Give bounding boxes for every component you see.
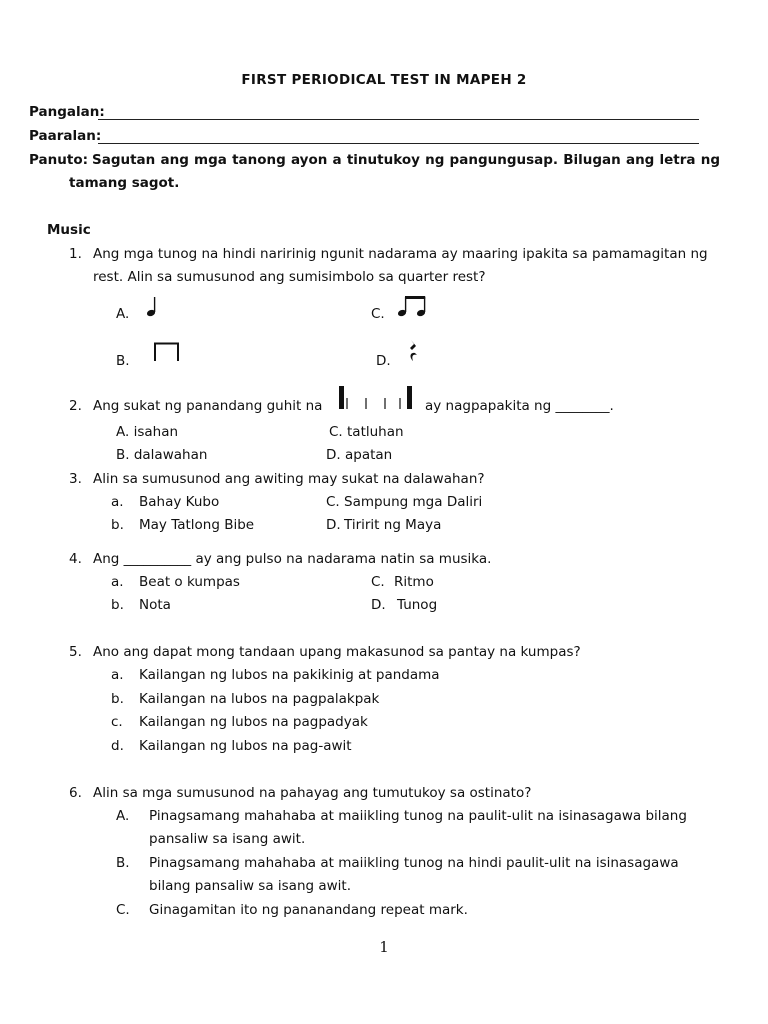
quarter-note-icon xyxy=(146,296,160,318)
question-5-option-d-letter[interactable]: d. xyxy=(111,738,124,754)
question-3-number: 3. xyxy=(69,471,82,487)
question-6-option-b-letter[interactable]: B. xyxy=(116,855,130,871)
question-2-option-b[interactable]: B. dalawahan xyxy=(116,447,208,463)
question-5-text: Ano ang dapat mong tandaan upang makasunod sa pantay na kumpas? xyxy=(93,644,581,660)
question-3-option-c-text[interactable]: Sampung mga Daliri xyxy=(344,494,483,510)
question-1-number: 1. xyxy=(69,246,82,262)
question-4-option-d-text[interactable]: Tunog xyxy=(397,597,438,613)
question-6-option-a-letter[interactable]: A. xyxy=(116,808,130,824)
question-4-text: Ang __________ ay ang pulso na nadarama natin sa musika. xyxy=(93,551,492,567)
question-5-option-d-text[interactable]: Kailangan ng lubos na pag-awit xyxy=(139,738,352,754)
question-5-option-a-letter[interactable]: a. xyxy=(111,667,124,683)
question-4-option-d-letter[interactable]: D. xyxy=(371,597,386,613)
question-1-option-d[interactable]: D. xyxy=(376,353,391,369)
question-4-option-b-letter[interactable]: b. xyxy=(111,597,124,613)
question-3-option-c-letter[interactable]: C. xyxy=(326,494,340,510)
question-5-option-b-text[interactable]: Kailangan na lubos na pagpalakpak xyxy=(139,691,380,707)
quarter-rest-icon xyxy=(408,339,420,363)
question-4-option-b-text[interactable]: Nota xyxy=(139,597,171,613)
question-4-option-a-letter[interactable]: a. xyxy=(111,574,124,590)
section-heading-music: Music xyxy=(47,222,91,238)
question-5-number: 5. xyxy=(69,644,82,660)
eighth-notes-icon xyxy=(397,296,429,318)
question-6-option-c-line1[interactable]: Ginagamitan ito ng pananandang repeat mark. xyxy=(149,902,468,918)
question-3-option-b-letter[interactable]: b. xyxy=(111,517,124,533)
question-2-option-d[interactable]: D. apatan xyxy=(326,447,393,463)
question-6-option-c-letter[interactable]: C. xyxy=(116,902,130,918)
measure-bar-icon xyxy=(337,384,417,412)
question-1-option-c[interactable]: C. xyxy=(371,306,385,322)
question-2-number: 2. xyxy=(69,398,82,414)
question-4-option-a-text[interactable]: Beat o kumpas xyxy=(139,574,240,590)
question-5-option-a-text[interactable]: Kailangan ng lubos na pakikinig at pandama xyxy=(139,667,440,683)
question-5-option-c-text[interactable]: Kailangan ng lubos na pagpadyak xyxy=(139,714,368,730)
question-6-option-b-line1[interactable]: Pinagsamang mahahaba at maiikling tunog na hindi paulit-ulit na isinasagawa xyxy=(149,855,679,871)
question-6-option-a-line2[interactable]: pansaliw sa isang awit. xyxy=(149,831,306,847)
question-3-text: Alin sa sumusunod ang awiting may sukat na dalawahan? xyxy=(93,471,485,487)
question-2-option-c[interactable]: C. tatluhan xyxy=(329,424,404,440)
name-label: Pangalan: xyxy=(29,104,105,120)
page-number: 1 xyxy=(379,938,389,956)
instructions-text-line1: Sagutan ang mga tanong ayon a tinutukoy ng pangungusap. Bilugan ang letra ng xyxy=(92,152,720,168)
question-4-option-c-letter[interactable]: C. xyxy=(371,574,385,590)
question-4-option-c-text[interactable]: Ritmo xyxy=(394,574,434,590)
question-1-option-a[interactable]: A. xyxy=(116,306,130,322)
question-5-option-b-letter[interactable]: b. xyxy=(111,691,124,707)
question-2-text-after: ay nagpapakita ng ________. xyxy=(425,398,614,414)
instructions-text-line2: tamang sagot. xyxy=(69,175,180,191)
question-4-number: 4. xyxy=(69,551,82,567)
question-2-option-a[interactable]: A. isahan xyxy=(116,424,179,440)
question-6-text: Alin sa mga sumusunod na pahayag ang tumutukoy sa ostinato? xyxy=(93,785,532,801)
question-6-option-b-line2[interactable]: bilang pansaliw sa isang awit. xyxy=(149,878,352,894)
question-6-option-a-line1[interactable]: Pinagsamang mahahaba at maiikling tunog na paulit-ulit na isinasagawa bilang xyxy=(149,808,687,824)
question-5-option-c-letter[interactable]: c. xyxy=(111,714,123,730)
school-field-line[interactable] xyxy=(98,143,699,144)
question-3-option-d-text[interactable]: Tiririt ng Maya xyxy=(344,517,442,533)
question-3-option-a-letter[interactable]: a. xyxy=(111,494,124,510)
page-title: FIRST PERIODICAL TEST IN MAPEH 2 xyxy=(241,72,527,88)
question-2-text-before: Ang sukat ng panandang guhit na xyxy=(93,398,323,414)
name-field-line[interactable] xyxy=(98,119,699,120)
school-label: Paaralan: xyxy=(29,128,102,144)
question-6-number: 6. xyxy=(69,785,82,801)
instructions-label: Panuto: xyxy=(29,152,88,168)
question-1-text-line2: rest. Alin sa sumusunod ang sumisimbolo sa quarter rest? xyxy=(93,269,486,285)
half-rest-bracket-icon xyxy=(154,342,180,362)
question-1-option-b[interactable]: B. xyxy=(116,353,130,369)
question-3-option-a-text[interactable]: Bahay Kubo xyxy=(139,494,220,510)
question-3-option-b-text[interactable]: May Tatlong Bibe xyxy=(139,517,255,533)
question-3-option-d-letter[interactable]: D. xyxy=(326,517,341,533)
question-1-text-line1: Ang mga tunog na hindi naririnig ngunit nadarama ay maaring ipakita sa pamamagitan ng xyxy=(93,246,708,262)
